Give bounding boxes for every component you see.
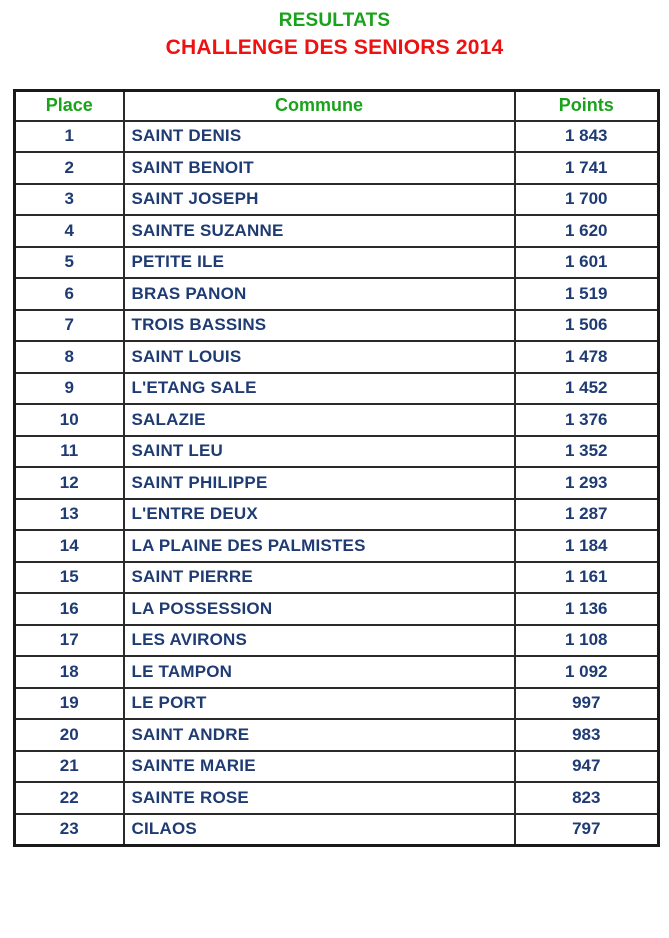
table-row — [15, 751, 659, 783]
cell-place: 12 — [15, 467, 124, 499]
header-row — [15, 91, 659, 121]
page-title: RESULTATS — [278, 10, 391, 31]
cell-points: 1 184 — [515, 530, 659, 562]
cell-points: 1 287 — [515, 499, 659, 531]
table-row — [15, 278, 659, 310]
cell-commune: L'ENTRE DEUX — [124, 499, 515, 531]
table-row — [15, 530, 659, 562]
table-row — [15, 310, 659, 342]
cell-place: 3 — [15, 184, 124, 216]
cell-place: 8 — [15, 341, 124, 373]
cell-place: 14 — [15, 530, 124, 562]
cell-place: 22 — [15, 782, 124, 814]
table-row — [15, 593, 659, 625]
table-row — [15, 247, 659, 279]
table-row — [15, 656, 659, 688]
cell-place: 9 — [15, 373, 124, 405]
cell-commune: BRAS PANON — [124, 278, 515, 310]
cell-place: 1 — [15, 121, 124, 153]
cell-commune: SAINTE SUZANNE — [124, 215, 515, 247]
cell-points: 1 161 — [515, 562, 659, 594]
cell-points: 1 352 — [515, 436, 659, 468]
cell-place: 6 — [15, 278, 124, 310]
table-row — [15, 625, 659, 657]
cell-place: 2 — [15, 152, 124, 184]
cell-commune: PETITE ILE — [124, 247, 515, 279]
table-row — [15, 719, 659, 751]
cell-points: 1 092 — [515, 656, 659, 688]
cell-commune: SAINT LOUIS — [124, 341, 515, 373]
cell-place: 5 — [15, 247, 124, 279]
cell-place: 7 — [15, 310, 124, 342]
table-row — [15, 467, 659, 499]
column-header-points: Points — [515, 91, 659, 121]
cell-points: 797 — [515, 814, 659, 846]
cell-points: 1 601 — [515, 247, 659, 279]
table-row — [15, 782, 659, 814]
cell-points: 1 506 — [515, 310, 659, 342]
cell-place: 19 — [15, 688, 124, 720]
table-row — [15, 436, 659, 468]
cell-place: 11 — [15, 436, 124, 468]
cell-commune: SAINT DENIS — [124, 121, 515, 153]
table-row — [15, 152, 659, 184]
cell-commune: LES AVIRONS — [124, 625, 515, 657]
table-row — [15, 404, 659, 436]
cell-place: 15 — [15, 562, 124, 594]
cell-commune: SALAZIE — [124, 404, 515, 436]
cell-commune: SAINTE MARIE — [124, 751, 515, 783]
cell-commune: SAINT PHILIPPE — [124, 467, 515, 499]
table-row — [15, 814, 659, 846]
column-header-commune: Commune — [124, 91, 515, 121]
table-row — [15, 184, 659, 216]
results-table-head — [15, 91, 659, 121]
cell-points: 1 478 — [515, 341, 659, 373]
cell-points: 997 — [515, 688, 659, 720]
results-table — [13, 89, 660, 847]
cell-place: 17 — [15, 625, 124, 657]
cell-commune: LA POSSESSION — [124, 593, 515, 625]
cell-commune: SAINT ANDRE — [124, 719, 515, 751]
cell-points: 1 700 — [515, 184, 659, 216]
cell-place: 20 — [15, 719, 124, 751]
cell-points: 1 136 — [515, 593, 659, 625]
table-row — [15, 373, 659, 405]
page-subtitle: CHALLENGE DES SENIORS 2014 — [165, 35, 504, 59]
cell-points: 983 — [515, 719, 659, 751]
cell-place: 10 — [15, 404, 124, 436]
cell-commune: SAINTE ROSE — [124, 782, 515, 814]
cell-commune: TROIS BASSINS — [124, 310, 515, 342]
table-row — [15, 499, 659, 531]
cell-commune: LE TAMPON — [124, 656, 515, 688]
results-table-body — [15, 121, 659, 846]
cell-points: 1 620 — [515, 215, 659, 247]
cell-points: 1 741 — [515, 152, 659, 184]
cell-points: 1 452 — [515, 373, 659, 405]
cell-commune: SAINT LEU — [124, 436, 515, 468]
cell-commune: CILAOS — [124, 814, 515, 846]
table-row — [15, 215, 659, 247]
cell-commune: SAINT PIERRE — [124, 562, 515, 594]
column-header-place: Place — [15, 91, 124, 121]
cell-commune: SAINT JOSEPH — [124, 184, 515, 216]
cell-place: 16 — [15, 593, 124, 625]
cell-points: 1 293 — [515, 467, 659, 499]
table-row — [15, 121, 659, 153]
cell-points: 1 519 — [515, 278, 659, 310]
cell-place: 13 — [15, 499, 124, 531]
cell-place: 21 — [15, 751, 124, 783]
cell-points: 947 — [515, 751, 659, 783]
cell-points: 1 843 — [515, 121, 659, 153]
cell-points: 1 108 — [515, 625, 659, 657]
cell-place: 23 — [15, 814, 124, 846]
cell-commune: L'ETANG SALE — [124, 373, 515, 405]
table-row — [15, 562, 659, 594]
cell-commune: LE PORT — [124, 688, 515, 720]
title-block — [0, 0, 669, 61]
cell-commune: LA PLAINE DES PALMISTES — [124, 530, 515, 562]
cell-points: 1 376 — [515, 404, 659, 436]
cell-commune: SAINT BENOIT — [124, 152, 515, 184]
cell-place: 4 — [15, 215, 124, 247]
cell-place: 18 — [15, 656, 124, 688]
table-row — [15, 688, 659, 720]
cell-points: 823 — [515, 782, 659, 814]
table-row — [15, 341, 659, 373]
